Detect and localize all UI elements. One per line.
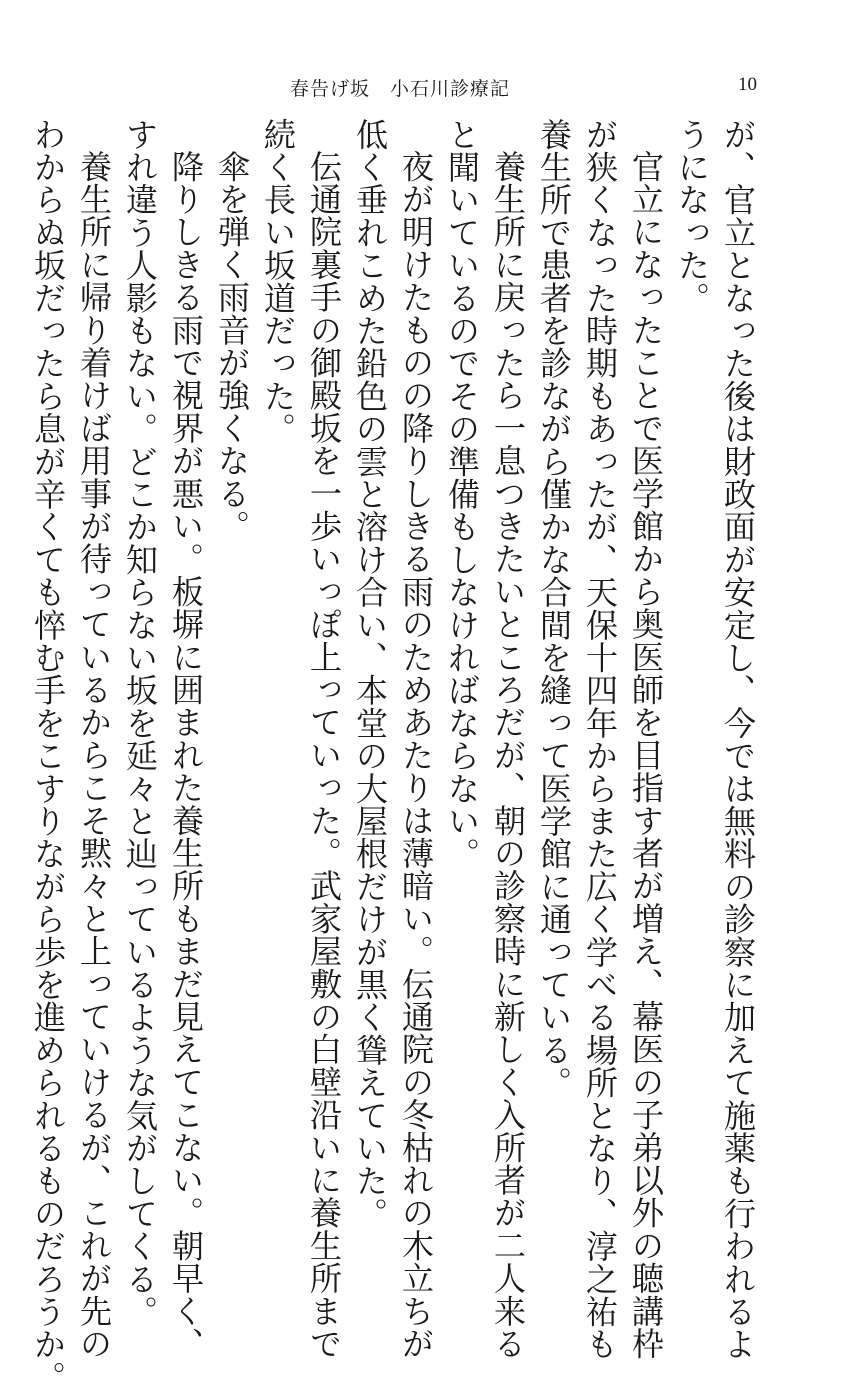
text-line: 低く垂れこめた鉛色の雲と溶け合い、本堂の大屋根だけが黒く聳えていた。 [351,118,389,1230]
text-line: と聞いているのでその準備もしなければならない。 [443,118,481,871]
text-line: が、官立となった後は財政面が安定し、今では無料の診察に加えて施薬も行われるよ [719,118,757,1361]
text-line: 伝通院裏手の御殿坂を一歩いっぽ上っていった。武家屋敷の白壁沿いに養生所まで [305,150,343,1361]
text-line: 養生所に帰り着けば用事が待っているからこそ黙々と上っていけるが、これが先の [75,150,113,1361]
text-line: わからぬ坂だったら息が辛くても悴む手をこすりながら歩を進められるものだろうか。 [29,118,67,1393]
text-line: 降りしきる雨で視界が悪い。板塀に囲まれた養生所もまだ見えてこない。朝早く、 [167,150,205,1361]
page-number: 10 [738,74,757,95]
text-line: 官立になったことで医学館から奥医師を目指す者が増え、幕医の子弟以外の聴講枠 [627,150,665,1361]
text-line: 養生所に戻ったら一息つきたいところだが、朝の診察時に新しく入所者が二人来る [489,150,527,1361]
text-line: 夜が明けたものの降りしきる雨のためあたりは薄暗い。伝通院の冬枯れの木立ちが [397,150,435,1361]
text-line: 養生所で患者を診ながら僅かな合間を縫って医学館に通っている。 [535,118,573,1099]
text-line: 傘を弾く雨音が強くなる。 [213,150,251,543]
text-line: が狭くなった時期もあったが、天保十四年からまた広く学べる場所となり、淳之祐も [581,118,619,1361]
text-line: すれ違う人影もない。どこか知らない坂を延々と辿っているような気がしてくる。 [121,118,159,1328]
text-line: うになった。 [673,118,711,315]
text-line: 続く長い坂道だった。 [259,118,297,445]
running-title: 春告げ坂 小石川診療記 [290,78,511,100]
vertical-body-text [25,118,761,1393]
